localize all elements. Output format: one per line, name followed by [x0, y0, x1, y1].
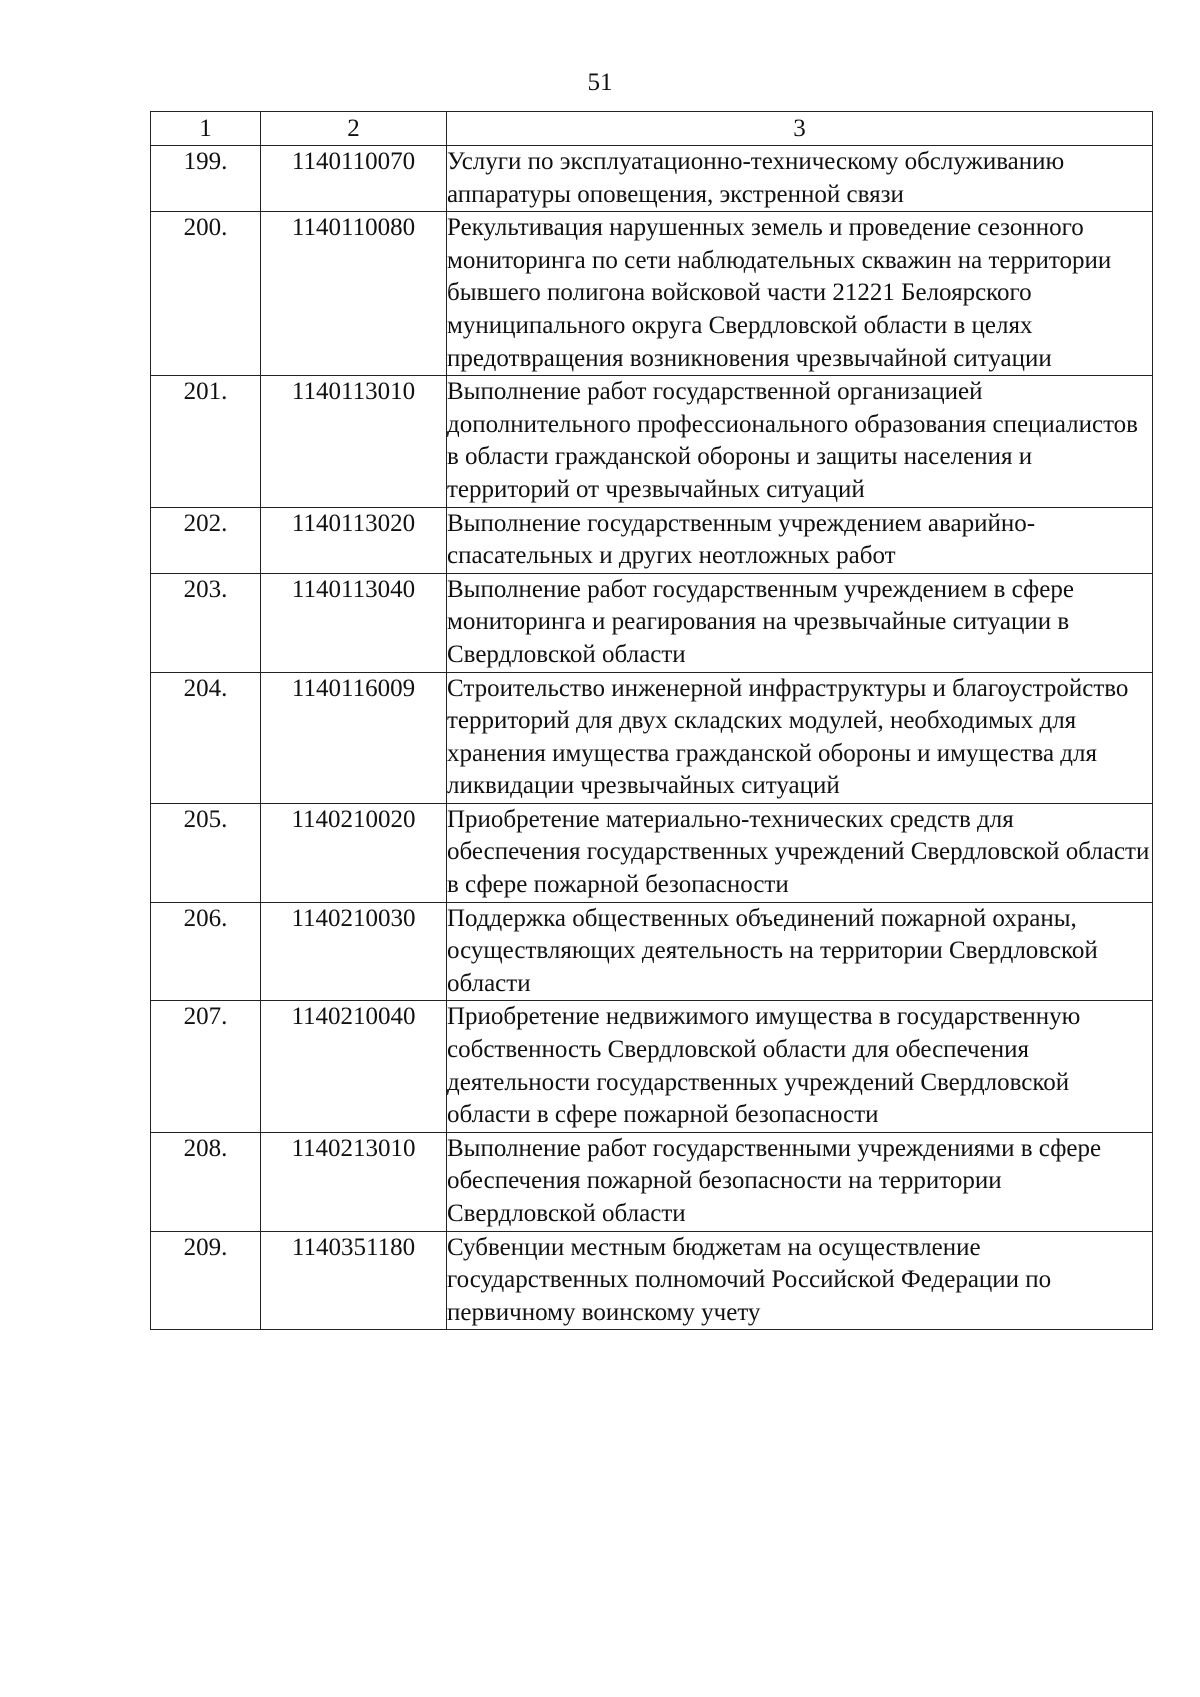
row-description: Выполнение государственным учреждением аварийно-спасательных и других неотложных работ — [447, 507, 1153, 573]
table-row — [151, 1231, 1153, 1330]
table-row — [151, 1132, 1153, 1231]
row-code: 1140210030 — [261, 902, 447, 1001]
row-description: Выполнение работ государственной организацией дополнительного профессионального образования специалистов в области гражданской обороны и защиты населения и территорий от чрезвычайных ситуаций — [447, 376, 1153, 507]
column-header-1: 1 — [151, 112, 261, 146]
row-number: 208. — [151, 1132, 261, 1231]
row-number: 205. — [151, 803, 261, 902]
table-row — [151, 1001, 1153, 1132]
row-code: 1140113010 — [261, 376, 447, 507]
table-header-row — [151, 112, 1153, 146]
row-code: 1140110070 — [261, 146, 447, 212]
table-row — [151, 803, 1153, 902]
table-row — [151, 573, 1153, 672]
table-row — [151, 672, 1153, 803]
row-code: 1140113040 — [261, 573, 447, 672]
row-code: 1140113020 — [261, 507, 447, 573]
row-description: Строительство инженерной инфраструктуры и благоустройство территорий для двух складских модулей, необходимых для хранения имущества гражданской обороны и имущества для ликвидации чрезвычайных ситуаций — [447, 672, 1153, 803]
table-row — [151, 146, 1153, 212]
table-row — [151, 507, 1153, 573]
column-header-2: 2 — [261, 112, 447, 146]
row-number: 199. — [151, 146, 261, 212]
table-row — [151, 212, 1153, 376]
row-description: Выполнение работ государственными учреждениями в сфере обеспечения пожарной безопасности на территории Свердловской области — [447, 1132, 1153, 1231]
row-code: 1140116009 — [261, 672, 447, 803]
page-number: 51 — [587, 69, 613, 96]
row-number: 203. — [151, 573, 261, 672]
row-description: Приобретение недвижимого имущества в государственную собственность Свердловской области для обеспечения деятельности государственных учреждений Свердловской области в сфере пожарной безопасности — [447, 1001, 1153, 1132]
row-description: Приобретение материально-технических средств для обеспечения государственных учреждений Свердловской области в сфере пожарной безопасности — [447, 803, 1153, 902]
row-code: 1140213010 — [261, 1132, 447, 1231]
row-code: 1140110080 — [261, 212, 447, 376]
row-code: 1140210040 — [261, 1001, 447, 1132]
row-number: 206. — [151, 902, 261, 1001]
row-description: Выполнение работ государственным учреждением в сфере мониторинга и реагирования на чрезвычайные ситуации в Свердловской области — [447, 573, 1153, 672]
row-description: Поддержка общественных объединений пожарной охраны, осуществляющих деятельность на территории Свердловской области — [447, 902, 1153, 1001]
row-number: 209. — [151, 1231, 261, 1330]
table-row — [151, 376, 1153, 507]
row-code: 1140210020 — [261, 803, 447, 902]
row-number: 204. — [151, 672, 261, 803]
row-number: 207. — [151, 1001, 261, 1132]
budget-code-table — [150, 111, 1153, 1330]
row-number: 202. — [151, 507, 261, 573]
row-code: 1140351180 — [261, 1231, 447, 1330]
column-header-3: 3 — [447, 112, 1153, 146]
row-number: 201. — [151, 376, 261, 507]
row-description: Услуги по эксплуатационно-техническому обслуживанию аппаратуры оповещения, экстренной связи — [447, 146, 1153, 212]
row-description: Субвенции местным бюджетам на осуществление государственных полномочий Российской Федерации по первичному воинскому учету — [447, 1231, 1153, 1330]
row-number: 200. — [151, 212, 261, 376]
table-row — [151, 902, 1153, 1001]
row-description: Рекультивация нарушенных земель и проведение сезонного мониторинга по сети наблюдательных скважин на территории бывшего полигона войсковой части 21221 Белоярского муниципального округа Свердловской области в целях предотвращения возникновения чрезвычайной ситуации — [447, 212, 1153, 376]
